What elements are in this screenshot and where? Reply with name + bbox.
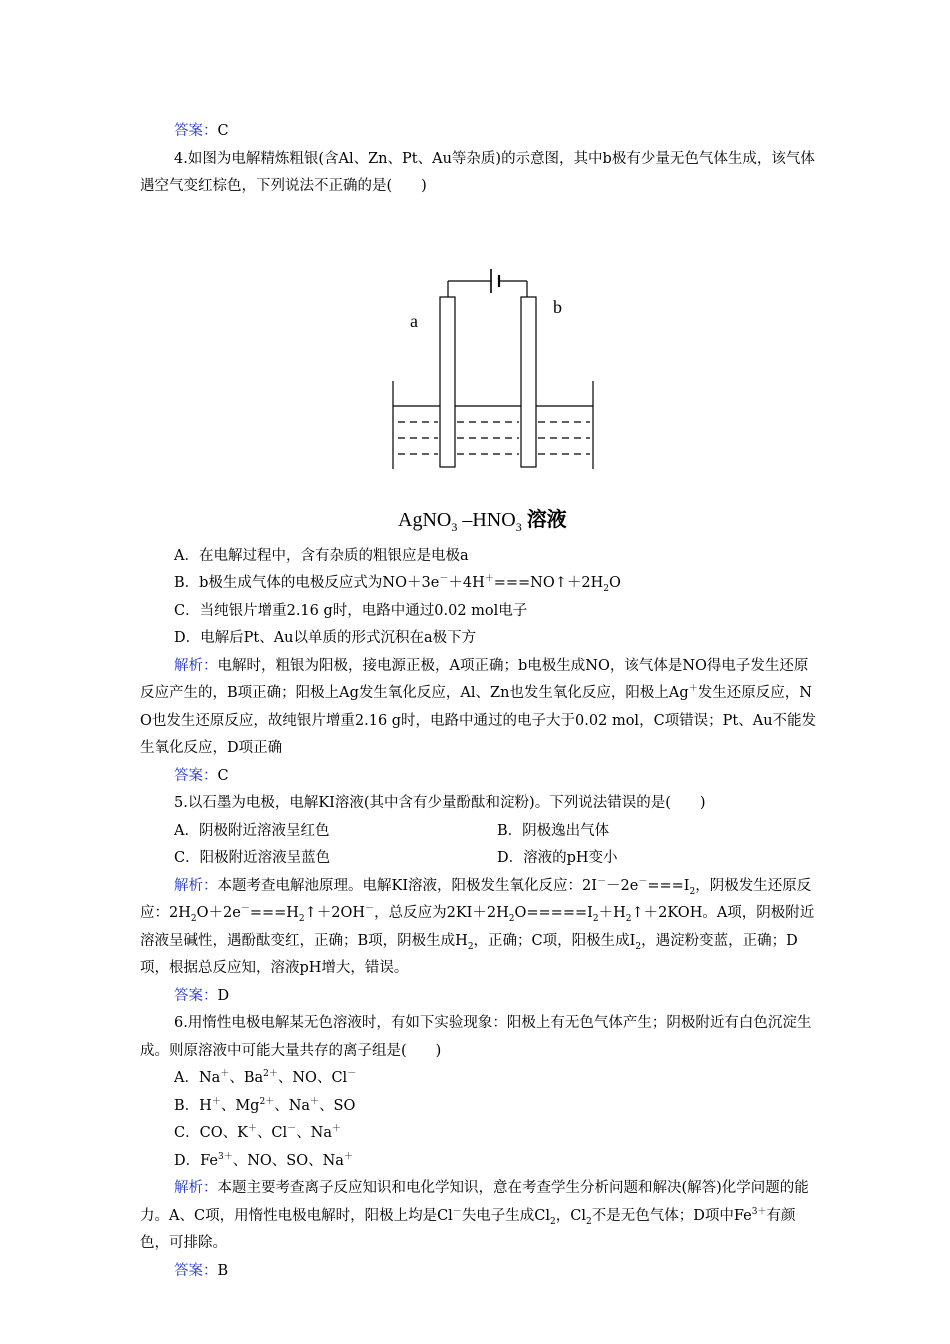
text-part: ===I xyxy=(647,877,690,894)
q5-option-a: A．阴极附近溶液呈红色 xyxy=(174,822,330,839)
sup: ＋ xyxy=(211,1096,221,1107)
sup: － xyxy=(240,904,250,915)
sub: 2 xyxy=(586,1216,592,1227)
q5-options-row-1 xyxy=(140,818,820,846)
electrolysis-cell-diagram xyxy=(140,201,820,469)
q5-option-c: C．阳极附近溶液呈蓝色 xyxy=(174,850,331,866)
sup: － xyxy=(452,1206,462,1217)
text-part: 本题主要考查离子反应知识和电化学知识，意在考查学生分析问题和解决(解答)化学问题的能力。A、C项，用惰性电极电解时，阳极上均是Cl xyxy=(140,1180,809,1224)
text-part: ，正确；C项，阳极生成I xyxy=(473,932,636,949)
sub: 2 xyxy=(635,941,642,952)
q6-option-c xyxy=(140,1120,820,1148)
text-part: 电解时，粗银为阳极，接电源正极，A项正确；b电极生成NO，该气体是NO得电子发生还原反应产生的，B项正确；阳极上Ag发生氧化反应，Al、Zn也发生氧化反应，阳极上Ag xyxy=(140,657,809,701)
text-part: 本题考查电解池原理。电解KI溶液，阳极发生氧化反应：2I xyxy=(217,877,598,894)
sup: 3＋ xyxy=(217,1151,233,1162)
q6-option-b xyxy=(140,1093,820,1121)
answer-value: C xyxy=(217,767,229,784)
answer-label: 答案： xyxy=(174,123,218,139)
q4-option-b xyxy=(140,570,820,598)
text-part: B．b极生成气体的电极反应式为NO＋3e xyxy=(174,575,440,591)
q5-stem: 5.以石墨为电极，电解KI溶液(其中含有少量酚酞和淀粉)。下列说法错误的是( ) xyxy=(174,795,706,811)
sup: ＋ xyxy=(247,1124,257,1135)
sub: 2 xyxy=(467,941,474,952)
text-part: ＋H xyxy=(598,905,626,921)
beaker xyxy=(393,381,593,469)
caption-part: 溶液 xyxy=(521,508,567,531)
electrolysis-figure xyxy=(140,201,820,534)
answer-label: 答案： xyxy=(174,1262,218,1279)
label-b: b xyxy=(553,296,562,317)
sup: － xyxy=(439,574,449,585)
analysis-label: 解析： xyxy=(174,657,218,674)
answer-label: 答案： xyxy=(174,767,218,784)
text-part: B．H xyxy=(174,1097,212,1114)
text-part: ，阴极发生还原反应：2H xyxy=(140,877,812,921)
text-part: 、Na xyxy=(296,1125,333,1141)
text-part: D．Fe xyxy=(174,1152,218,1169)
q4-stem: 4.如图为电解精炼粗银(含Al、Zn、Pt、Au等杂质)的示意图，其中b极有少量无色气体生成，该气体遇空气变红棕色，下列说法不正确的是( ) xyxy=(140,150,815,194)
q6-stem: 6.用惰性电极电解某无色溶液时，有如下实验现象：阳极上有无色气体产生；阴极附近有白色沉淀生成。则原溶液中可能大量共存的离子组是( ) xyxy=(140,1015,812,1059)
q3-answer xyxy=(140,118,820,146)
q4-option-c: C．当纯银片增重2.16 g时，电路中通过0.02 mol电子 xyxy=(174,602,528,619)
text-part: ＋4H xyxy=(448,575,485,591)
caption-sub: 3 xyxy=(451,519,458,534)
caption-sub: 3 xyxy=(515,519,522,534)
sup: ＋ xyxy=(343,1151,353,1162)
q5-answer xyxy=(140,983,820,1011)
answer-label: 答案： xyxy=(174,987,218,1004)
q4-option-a: A．在电解过程中，含有杂质的粗银应是电极a xyxy=(174,547,469,564)
text-part: 、Cl xyxy=(256,1125,288,1141)
text-part: ↑＋2OH xyxy=(304,905,366,921)
text-part: 、Ba xyxy=(229,1070,264,1086)
sup: － xyxy=(365,904,375,915)
caption-part: –HNO xyxy=(457,508,516,531)
sup: － xyxy=(597,876,607,887)
answer-value: D xyxy=(217,987,230,1004)
solution-dashes xyxy=(398,422,590,469)
analysis-label: 解析： xyxy=(174,877,218,894)
q5-analysis xyxy=(140,873,820,983)
text-part: ，总反应为2KI＋2H xyxy=(374,905,509,921)
text-part: 、NO、Cl xyxy=(277,1070,348,1086)
q5-option-b: B．阴极逸出气体 xyxy=(497,822,610,839)
q5-option-d: D．溶液的pH变小 xyxy=(497,850,618,866)
sup: 2＋ xyxy=(259,1096,275,1107)
sub: 2 xyxy=(298,913,305,924)
sub: 2 xyxy=(592,913,599,924)
text-part: 失电子生成Cl xyxy=(461,1207,551,1224)
text-part: －2e xyxy=(606,877,639,894)
text-part: 不是无色气体；D项中Fe xyxy=(591,1207,752,1224)
sup: ＋ xyxy=(310,1096,320,1107)
figure-caption xyxy=(398,503,567,532)
caption-part: AgNO xyxy=(398,508,452,531)
sub: 2 xyxy=(603,583,610,594)
q6-analysis xyxy=(140,1175,820,1258)
text-part: O=====I xyxy=(514,905,593,921)
sup: 2＋ xyxy=(263,1069,278,1080)
text-part: ↑＋2KOH。A项，阴极附近溶液呈碱性，遇酚酞变红，正确；B项，阴极生成H xyxy=(140,905,815,949)
text-part: A．Na xyxy=(174,1070,221,1086)
text-part: 、Na xyxy=(274,1097,311,1114)
analysis-label: 解析： xyxy=(174,1180,218,1196)
text-part: ===H xyxy=(249,905,299,921)
text-part: 、Mg xyxy=(220,1097,260,1114)
q4-option-d: D．电解后Pt、Au以单质的形式沉积在a极下方 xyxy=(174,630,477,646)
q6-option-d xyxy=(140,1148,820,1176)
q4-analysis xyxy=(140,653,820,763)
sup: ＋ xyxy=(688,684,698,695)
sup: ＋ xyxy=(332,1124,342,1135)
sup: － xyxy=(287,1124,297,1135)
label-a: a xyxy=(410,310,418,331)
document-page xyxy=(140,118,820,1285)
text-part: C．CO、K xyxy=(174,1125,248,1141)
sup: － xyxy=(347,1069,357,1080)
sup: ＋ xyxy=(484,574,494,585)
answer-value: C xyxy=(217,123,229,139)
sup: ＋ xyxy=(220,1069,230,1080)
sup: － xyxy=(638,876,648,887)
text-part: 有颜色，可排除。 xyxy=(140,1207,796,1251)
text-part: ，Cl xyxy=(555,1207,587,1224)
sub: 2 xyxy=(190,913,197,924)
sub: 2 xyxy=(689,886,696,897)
text-part: O＋2e xyxy=(196,905,241,921)
sub: 2 xyxy=(508,913,515,924)
text-part: 发生还原反应，NO也发生还原反应，故纯银片增重2.16 g时，电路中通过的电子大于0.02 mol，C项错误；Pt、Au不能发生氧化反应，D项正确 xyxy=(140,685,817,756)
sub: 2 xyxy=(550,1216,556,1227)
text-part: 、NO、SO、Na xyxy=(232,1152,344,1169)
sup: 3＋ xyxy=(751,1206,767,1217)
electrode-a xyxy=(440,297,455,467)
text-part: 、SO xyxy=(319,1097,356,1114)
sub: 2 xyxy=(625,913,632,924)
electrode-b xyxy=(521,297,536,467)
answer-value: B xyxy=(217,1262,229,1279)
text-part: ，遇淀粉变蓝，正确；D项，根据总反应知，溶液pH增大，错误。 xyxy=(140,932,798,976)
q6-answer xyxy=(140,1258,820,1286)
q6-option-a xyxy=(140,1065,820,1093)
text-part: ===NO↑＋2H xyxy=(493,575,604,591)
q4-answer xyxy=(140,763,820,791)
text-part: O xyxy=(609,575,621,591)
q5-options-row-2 xyxy=(140,845,820,873)
